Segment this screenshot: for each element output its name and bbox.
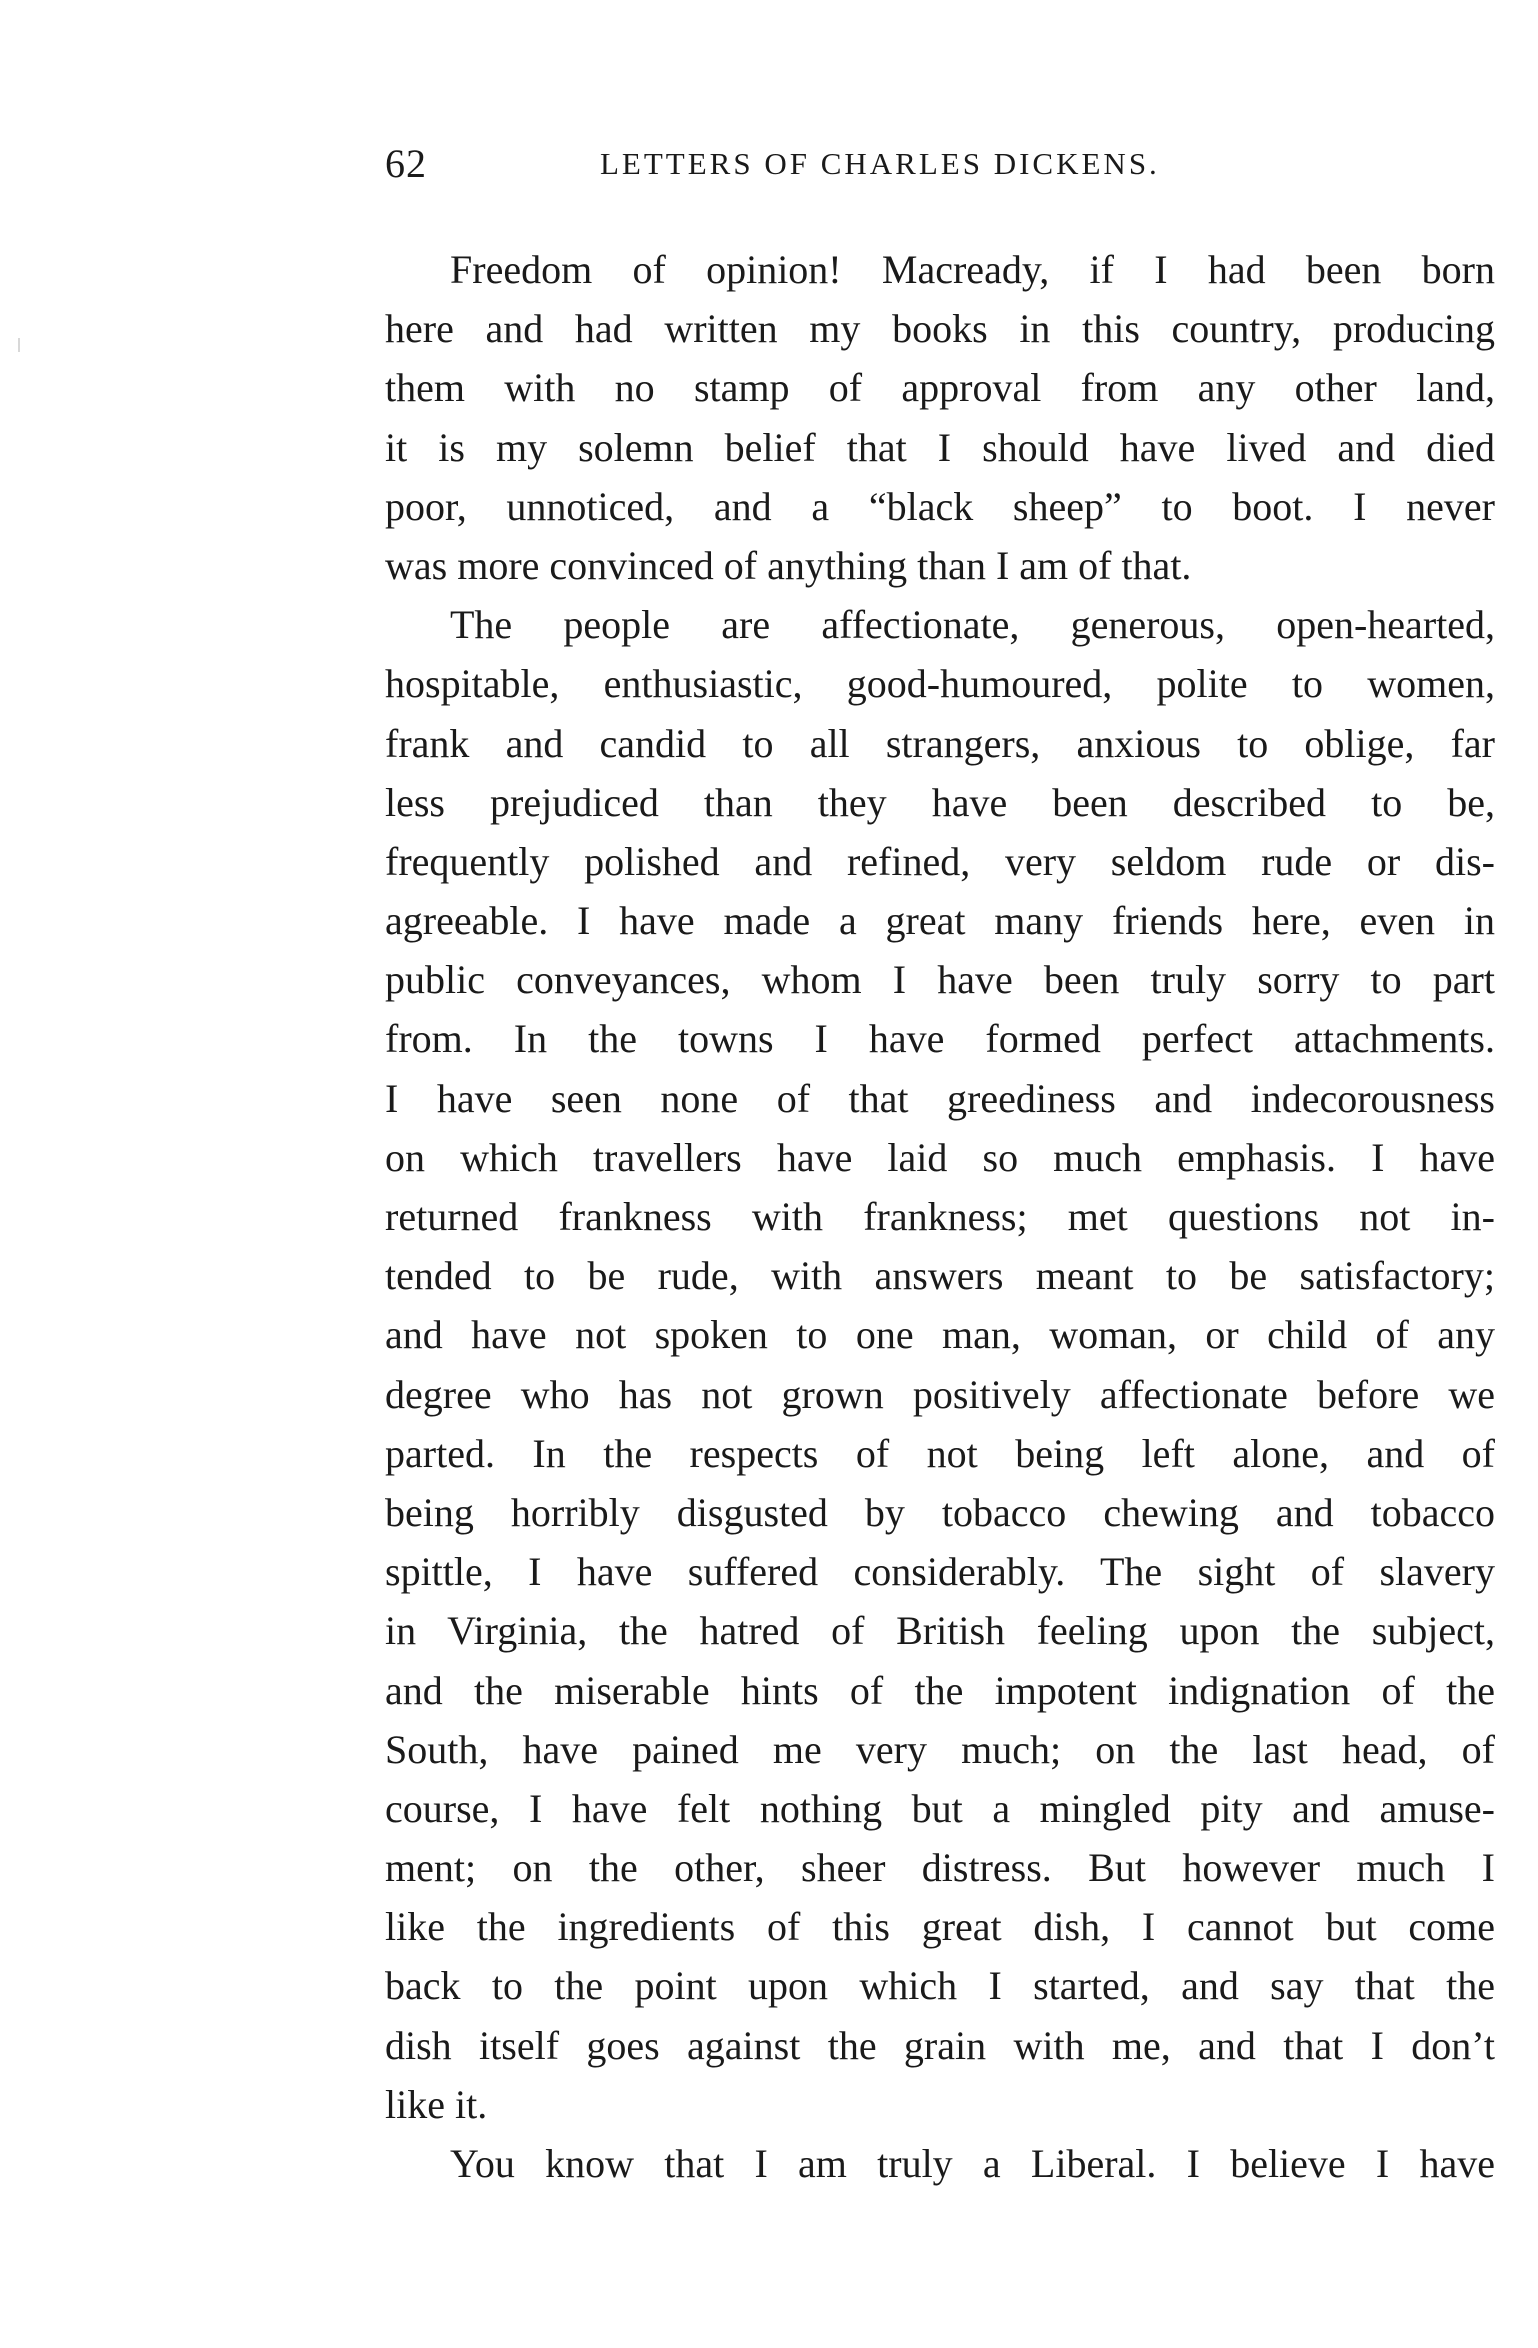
margin-mark — [18, 338, 20, 352]
text-line: degree who has not grown positively affectionate before we — [385, 1371, 1495, 1417]
text-line: in Virginia, the hatred of British feeling upon the subject, — [385, 1608, 1495, 1654]
text-line: agreeable. I have made a great many friends here, even in — [385, 898, 1495, 944]
text-line: public conveyances, whom I have been truly sorry to part — [385, 957, 1495, 1003]
paragraph-3 — [385, 2134, 1495, 2193]
paragraph-2 — [385, 595, 1495, 2134]
text-line: like the ingredients of this great dish, I cannot but come — [385, 1904, 1495, 1950]
paragraph-1 — [385, 240, 1495, 595]
text-line: I have seen none of that greediness and indecorousness — [385, 1075, 1495, 1121]
text-line: poor, unnoticed, and a “black sheep” to boot. I never — [385, 483, 1495, 529]
text-line: it is my solemn belief that I should have lived and died — [385, 424, 1495, 470]
text-line: returned frankness with frankness; met questions not in- — [385, 1194, 1495, 1239]
text-line: parted. In the respects of not being left alone, and of — [385, 1430, 1495, 1476]
text-line: and have not spoken to one man, woman, or child of any — [385, 1312, 1495, 1358]
text-line: being horribly disgusted by tobacco chewing and tobacco — [385, 1489, 1495, 1535]
text-line: Freedom of opinion! Macready, if I had been born — [450, 247, 1495, 292]
text-line: You know that I am truly a Liberal. I believe I have — [450, 2141, 1495, 2186]
text-line: tended to be rude, with answers meant to be satisfactory; — [385, 1253, 1495, 1299]
text-line: here and had written my books in this country, producing — [385, 306, 1495, 352]
text-line: South, have pained me very much; on the last head, of — [385, 1726, 1495, 1772]
body-text — [385, 240, 1495, 2193]
text-line: dish itself goes against the grain with me, and that I don’t — [385, 2022, 1495, 2068]
page-number: 62 — [385, 141, 427, 186]
text-line: spittle, I have suffered considerably. The sight of slavery — [385, 1549, 1495, 1595]
text-line: less prejudiced than they have been described to be, — [385, 779, 1495, 825]
running-title: LETTERS OF CHARLES DICKENS. — [600, 146, 1160, 181]
text-line: like it. — [385, 2081, 488, 2127]
text-line: hospitable, enthusiastic, good-humoured, polite to women, — [385, 661, 1495, 707]
text-line: on which travellers have laid so much emphasis. I have — [385, 1134, 1495, 1180]
text-line: them with no stamp of approval from any other land, — [385, 365, 1495, 411]
text-line: and the miserable hints of the impotent indignation of the — [385, 1667, 1495, 1713]
running-head — [385, 140, 1495, 200]
text-line: The people are affectionate, generous, open-hearted, — [450, 602, 1495, 648]
text-line: back to the point upon which I started, and say that the — [385, 1963, 1495, 2009]
text-line: frank and candid to all strangers, anxious to oblige, far — [385, 720, 1495, 766]
text-line: from. In the towns I have formed perfect attachments. — [385, 1016, 1495, 1062]
text-line: ment; on the other, sheer distress. But however much I — [385, 1845, 1495, 1891]
text-line: was more convinced of anything than I am of that. — [385, 542, 1192, 588]
text-line: frequently polished and refined, very seldom rude or dis- — [385, 838, 1495, 884]
text-line: course, I have felt nothing but a mingled pity and amuse- — [385, 1785, 1495, 1831]
